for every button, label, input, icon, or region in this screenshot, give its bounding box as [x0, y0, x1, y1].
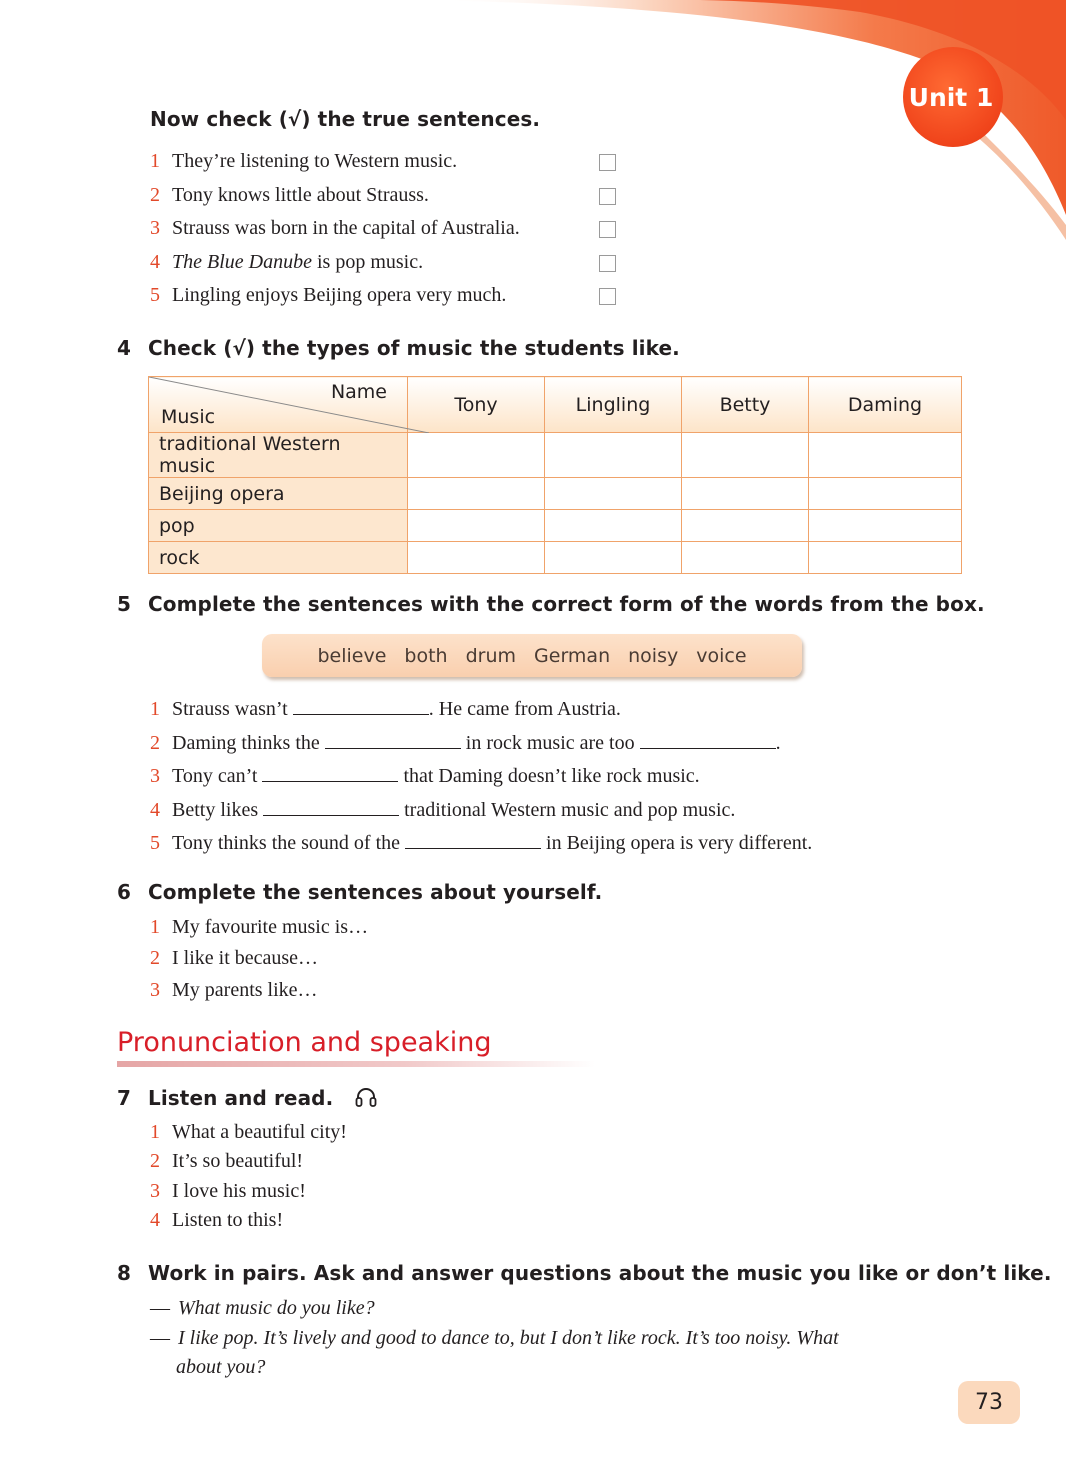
table-row [149, 510, 962, 542]
answer-cell[interactable] [682, 433, 809, 478]
row-label: pop [149, 510, 408, 542]
table-row [149, 433, 962, 478]
table-row [149, 542, 962, 574]
word-box-item: German [534, 644, 611, 667]
list-item: 3 My parents like… [150, 979, 318, 1001]
list-item: 1 My favourite music is… [150, 916, 369, 938]
column-header: Daming [809, 377, 962, 433]
list-item: 3 Tony can’t that Daming doesn’t like rock music. [150, 761, 700, 788]
word-box-item: both [404, 644, 448, 667]
true-checkbox-3[interactable] [599, 221, 616, 238]
list-item: 2 Daming thinks the in rock music are too . [150, 728, 781, 755]
answer-cell[interactable] [682, 542, 809, 574]
list-item: 4 The Blue Danube is pop music. [150, 251, 424, 273]
word-box-item: voice [696, 644, 747, 667]
answer-cell[interactable] [545, 510, 682, 542]
dialog-line: — I like pop. It’s lively and good to dance to, but I don’t like rock. It’s too noisy. What [150, 1327, 839, 1349]
list-item: 4 Betty likes traditional Western music and pop music. [150, 795, 735, 822]
true-checkbox-1[interactable] [599, 154, 616, 171]
true-checkbox-2[interactable] [599, 188, 616, 205]
answer-cell[interactable] [809, 433, 962, 478]
headphones-icon[interactable] [354, 1085, 378, 1114]
music-preference-table [148, 376, 962, 574]
blank-field[interactable] [262, 761, 398, 782]
section-underline [117, 1061, 595, 1067]
list-item: 2 I like it because… [150, 947, 319, 969]
list-item: 2 It’s so beautiful! [150, 1150, 304, 1172]
column-header: Tony [408, 377, 545, 433]
blank-field[interactable] [263, 795, 399, 816]
column-header: Betty [682, 377, 809, 433]
true-checkbox-5[interactable] [599, 288, 616, 305]
answer-cell[interactable] [809, 542, 962, 574]
corner-name-label: Name [330, 381, 387, 403]
word-box-item: noisy [628, 644, 679, 667]
answer-cell[interactable] [408, 542, 545, 574]
list-item: 1 What a beautiful city! [150, 1121, 347, 1143]
answer-cell[interactable] [545, 542, 682, 574]
true-sentences-heading: Now check (√) the true sentences. [150, 107, 541, 131]
word-box-item: drum [465, 644, 517, 667]
row-label: rock [149, 542, 408, 574]
word-box-item: believe [317, 644, 387, 667]
list-item: 1 Strauss wasn’t . He came from Austria. [150, 694, 621, 721]
blank-field[interactable] [640, 728, 776, 749]
answer-cell[interactable] [682, 478, 809, 510]
blank-field[interactable] [405, 828, 541, 849]
column-header: Lingling [545, 377, 682, 433]
exercise-8-heading: 8 Work in pairs. Ask and answer questions about the music you like or don’t like. [117, 1261, 1052, 1285]
list-item: 5 Tony thinks the sound of the in Beijing opera is very different. [150, 828, 812, 855]
exercise-7-heading: 7 Listen and read. [117, 1085, 378, 1114]
dialog-line: — What music do you like? [150, 1297, 375, 1319]
list-item: 5 Lingling enjoys Beijing opera very much. [150, 284, 507, 306]
list-item: 4 Listen to this! [150, 1209, 284, 1231]
list-item: 2 Tony knows little about Strauss. [150, 184, 429, 206]
answer-cell[interactable] [408, 510, 545, 542]
list-item: 1 They’re listening to Western music. [150, 150, 458, 172]
dialog-line-continued: about you? [176, 1356, 266, 1378]
answer-cell[interactable] [809, 478, 962, 510]
answer-cell[interactable] [545, 433, 682, 478]
list-item: 3 Strauss was born in the capital of Australia. [150, 217, 520, 239]
exercise-6-heading: 6 Complete the sentences about yourself. [117, 880, 603, 904]
blank-field[interactable] [325, 728, 461, 749]
answer-cell[interactable] [545, 478, 682, 510]
table-corner-cell [149, 377, 408, 433]
answer-cell[interactable] [809, 510, 962, 542]
table-row [149, 478, 962, 510]
true-checkbox-4[interactable] [599, 255, 616, 272]
answer-cell[interactable] [408, 433, 545, 478]
corner-music-label: Music [161, 406, 216, 428]
answer-cell[interactable] [682, 510, 809, 542]
row-label: traditional Western music [149, 433, 408, 478]
page-number: 73 [958, 1381, 1020, 1424]
row-label: Beijing opera [149, 478, 408, 510]
blank-field[interactable] [293, 694, 429, 715]
exercise-4-heading: 4 Check (√) the types of music the students like. [117, 336, 680, 360]
list-item: 3 I love his music! [150, 1180, 306, 1202]
word-box [262, 634, 802, 677]
answer-cell[interactable] [408, 478, 545, 510]
unit-badge: Unit 1 [903, 47, 1003, 147]
exercise-5-heading: 5 Complete the sentences with the correct form of the words from the box. [117, 592, 985, 616]
section-title: Pronunciation and speaking [117, 1027, 492, 1058]
